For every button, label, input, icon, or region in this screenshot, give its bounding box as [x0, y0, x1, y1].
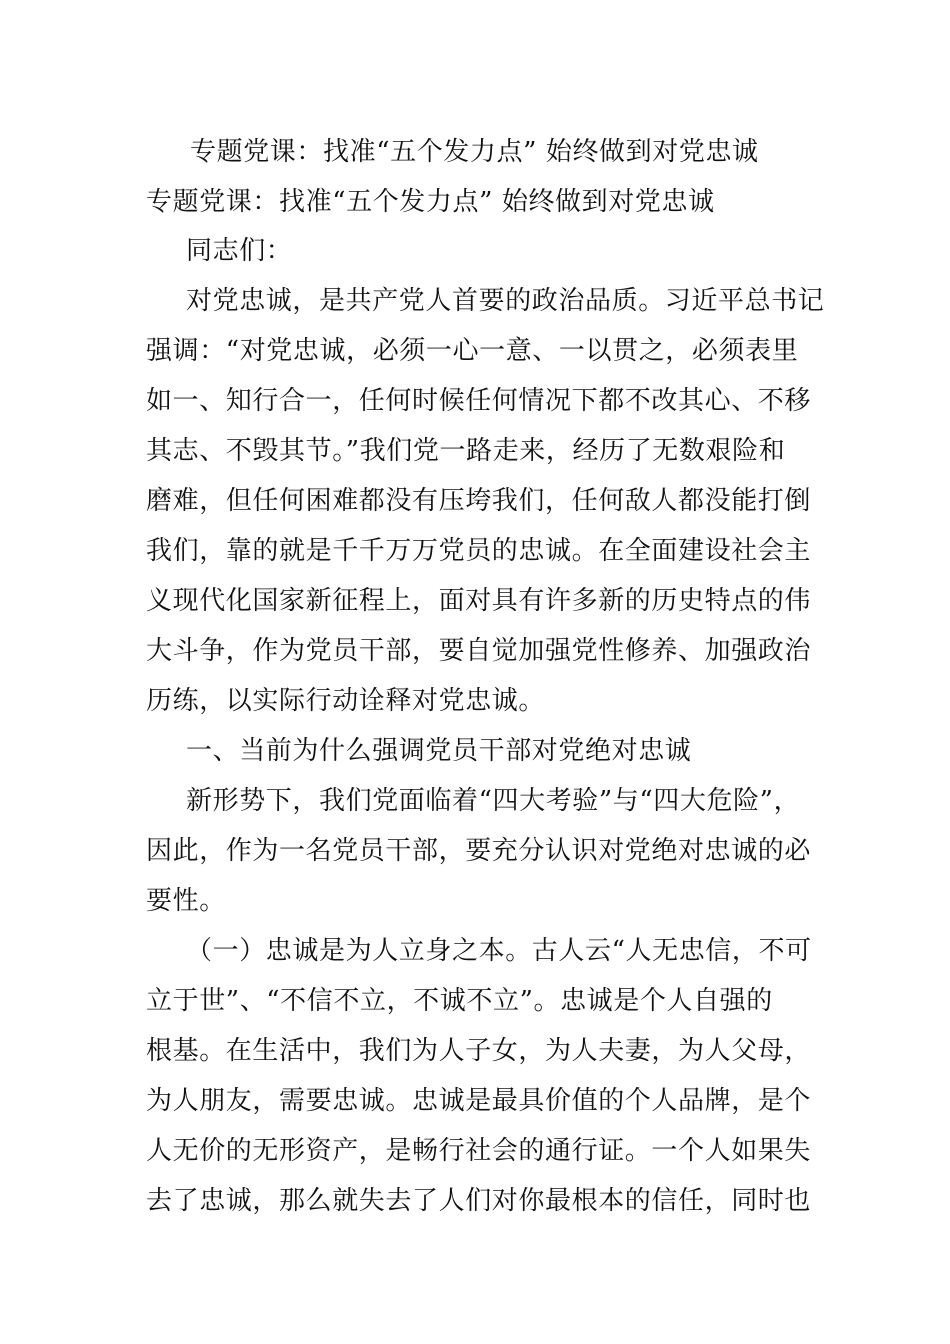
greeting: 同志们：	[186, 236, 293, 266]
text-line: 其志、不毁其节。”我们党一路走来，经历了无数艰险和	[146, 436, 786, 466]
text-line: 人无价的无形资产，是畅行社会的通行证。一个人如果失	[146, 1136, 812, 1166]
text-line: 立于世”、“不信不立，不诚不立”。忠诚是个人自强的	[146, 986, 773, 1016]
section-heading: 一、当前为什么强调党员干部对党绝对忠诚	[186, 736, 692, 766]
text-line: 为人朋友，需要忠诚。忠诚是最具价值的个人品牌，是个	[146, 1086, 812, 1116]
document-title: 专题党课：找准“五个发力点” 始终做到对党忠诚	[190, 137, 759, 167]
text-line: 我们，靠的就是千千万万党员的忠诚。在全面建设社会主	[146, 536, 812, 566]
text-line: 磨难，但任何困难都没有压垮我们，任何敌人都没能打倒	[146, 486, 812, 516]
text-line: 对党忠诚，是共产党人首要的政治品质。习近平总书记	[186, 286, 825, 316]
text-line: 因此，作为一名党员干部，要充分认识对党绝对忠诚的必	[146, 836, 812, 866]
text-line: 大斗争，作为党员干部，要自觉加强党性修养、加强政治	[146, 636, 812, 666]
document-subtitle: 专题党课：找准“五个发力点” 始终做到对党忠诚	[146, 187, 715, 217]
text-line: 新形势下，我们党面临着“四大考验”与“四大危险”，	[186, 786, 801, 816]
text-line: 如一、知行合一，任何时候任何情况下都不改其心、不移	[146, 386, 812, 416]
text-line: 要性。	[146, 886, 226, 916]
text-line: 义现代化国家新征程上，面对具有许多新的历史特点的伟	[146, 586, 812, 616]
text-line: 历练，以实际行动诠释对党忠诚。	[146, 686, 546, 716]
text-line: 去了忠诚，那么就失去了人们对你最根本的信任，同时也	[146, 1186, 812, 1216]
text-line: （一）忠诚是为人立身之本。古人云“人无忠信，不可	[186, 936, 812, 966]
text-line: 强调：“对党忠诚，必须一心一意、一以贯之，必须表里	[146, 336, 799, 366]
text-line: 根基。在生活中，我们为人子女，为人夫妻，为人父母，	[146, 1036, 812, 1066]
